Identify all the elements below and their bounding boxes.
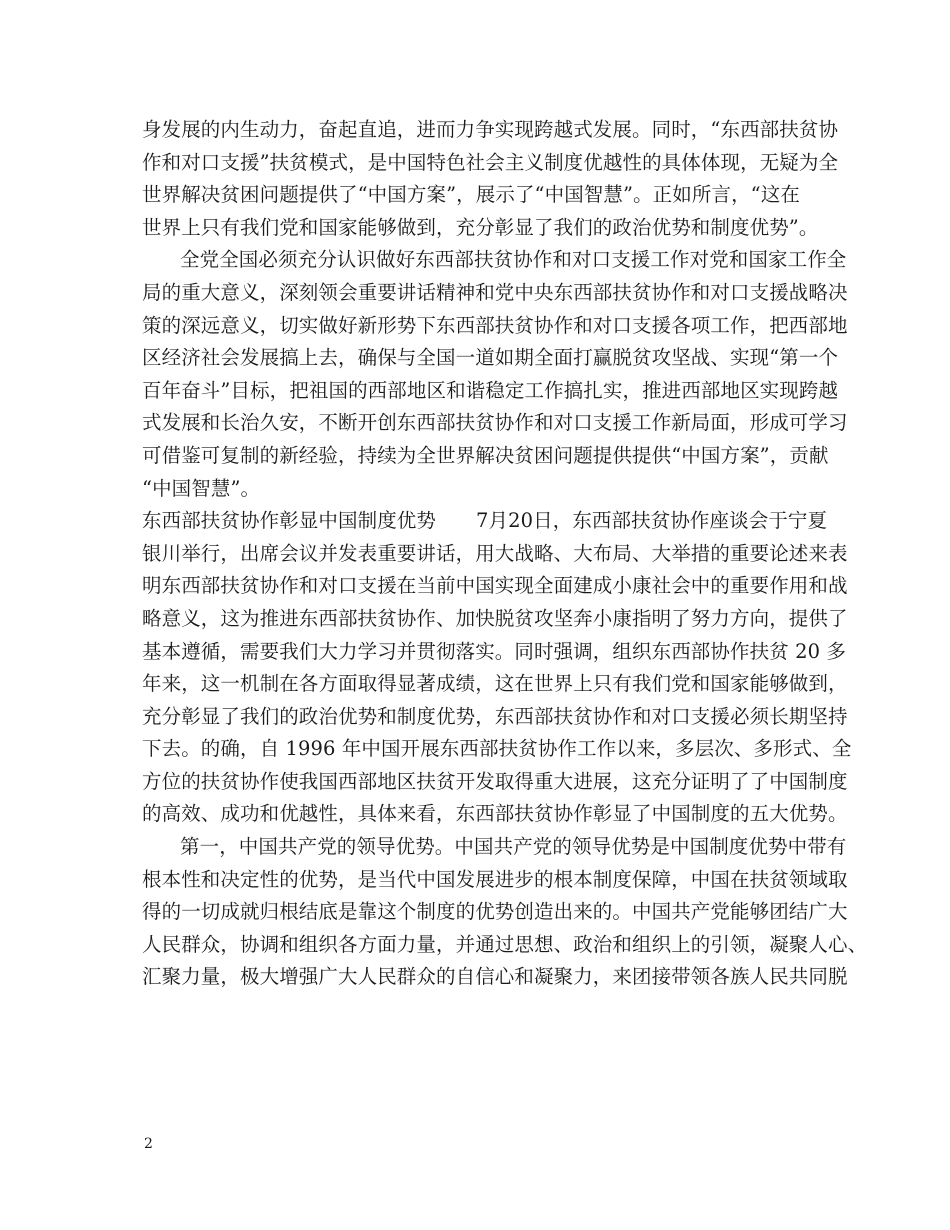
text-line: 区经济社会发展搞上去，确保与全国一道如期全面打赢脱贫攻坚战、实现“第一个	[142, 346, 839, 370]
text-line: 百年奋斗”目标，把祖国的西部地区和谐稳定工作搞扎实，推进西部地区实现跨越	[142, 378, 839, 402]
text-line: 的高效、成功和优越性，具体来看，东西部扶贫协作彰显了中国制度的五大优势。	[142, 802, 848, 826]
text-line: 世界解决贫困问题提供了“中国方案”，展示了“中国智慧”。正如所言，“这在	[142, 183, 800, 207]
text-line: 基本遵循，需要我们大力学习并贯彻落实。同时强调，组织东西部协作扶贫 20 多	[142, 639, 847, 663]
page-number: 2	[144, 1136, 153, 1152]
text-line: 得的一切成就归根结底是靠这个制度的优势创造出来的。中国共产党能够团结广大	[142, 900, 848, 924]
text-line: “中国智慧”。	[142, 476, 261, 500]
text-line: 银川举行，出席会议并发表重要讲话，用大战略、大布局、大举措的重要论述来表	[142, 541, 848, 565]
text-line: 明东西部扶贫协作和对口支援在当前中国实现全面建成小康社会中的重要作用和战	[142, 574, 848, 598]
text-line: 略意义，这为推进东西部扶贫协作、加快脱贫攻坚奔小康指明了努力方向，提供了	[142, 606, 848, 630]
text-line: 根本性和决定性的优势，是当代中国发展进步的根本制度保障，中国在扶贫领域取	[142, 867, 848, 891]
text-line: 世界上只有我们党和国家能够做到，充分彰显了我们的政治优势和制度优势”。	[142, 215, 819, 239]
text-line: 下去。的确，自 1996 年中国开展东西部扶贫协作工作以来，多层次、多形式、全	[142, 737, 852, 761]
text-line: 方位的扶贫协作使我国西部地区扶贫开发取得重大进展，这充分证明了了中国制度	[142, 769, 848, 793]
text-line: 可借鉴可复制的新经验，持续为全世界解决贫困问题提供提供“中国方案”，贡献	[142, 443, 829, 467]
text-line: 身发展的内生动力，奋起直追，进而力争实现跨越式发展。同时，“东西部扶贫协	[142, 118, 839, 141]
text-line: 式发展和长治久安，不断开创东西部扶贫协作和对口支援工作新局面，形成可学习	[142, 411, 848, 435]
text-line: 策的深远意义，切实做好新形势下东西部扶贫协作和对口支援各项工作，把西部地	[142, 313, 848, 337]
text-line: 第一，中国共产党的领导优势。中国共产党的领导优势是中国制度优势中带有	[180, 835, 847, 859]
text-line: 局的重大意义，深刻领会重要讲话精神和党中央东西部扶贫协作和对口支援战略决	[142, 280, 848, 304]
text-line: 人民群众，协调和组织各方面力量，并通过思想、政治和组织上的引领，凝聚人心、	[142, 932, 868, 956]
section-heading-line	[142, 505, 828, 538]
text-line: 作和对口支援”扶贫模式，是中国特色社会主义制度优越性的具体体现，无疑为全	[142, 150, 839, 174]
text-line: 全党全国必须充分认识做好东西部扶贫协作和对口支援工作对党和国家工作全	[180, 248, 847, 272]
document-body	[142, 114, 868, 994]
text-line: 汇聚力量，极大增强广大人民群众的自信心和凝聚力，来团接带领各族人民共同脱	[142, 965, 848, 989]
text-line: 充分彰显了我们的政治优势和制度优势，东西部扶贫协作和对口支援必须长期坚持	[142, 704, 848, 728]
section-heading: 东西部扶贫协作彰显中国制度优势	[142, 509, 437, 533]
text-line: 年来，这一机制在各方面取得显著成绩，这在世界上只有我们党和国家能够做到，	[142, 672, 848, 696]
text-span: 7月20日，东西部扶贫协作座谈会于宁夏	[476, 509, 828, 533]
